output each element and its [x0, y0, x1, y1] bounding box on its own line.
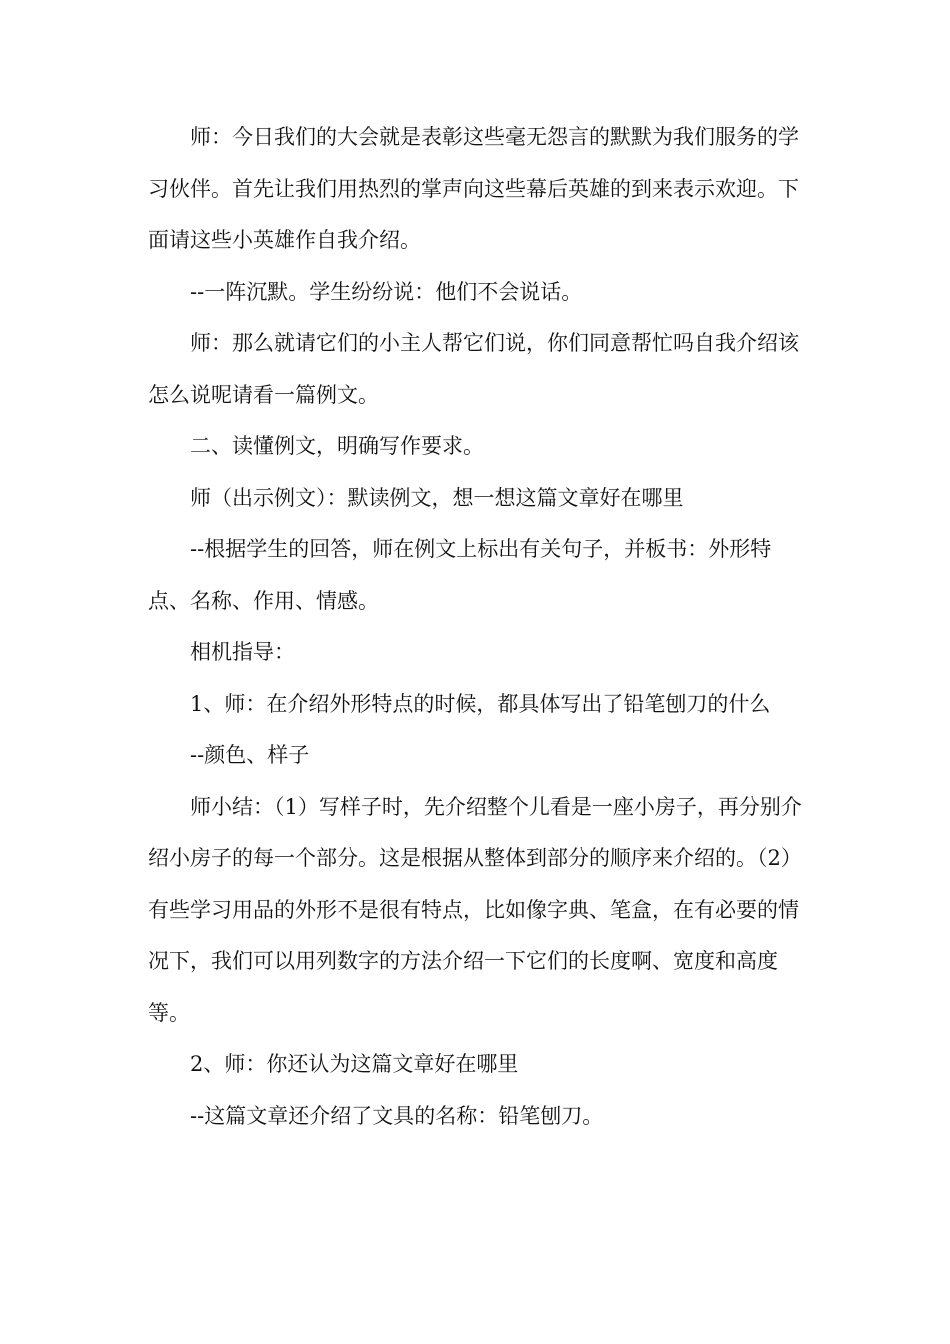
paragraph: 2、师：你还认为这篇文章好在哪里: [190, 1052, 519, 1076]
paragraph: --根据学生的回答，师在例文上标出有关句子，并板书：外形特点、名称、作用、情感。: [148, 537, 772, 613]
paragraph: 师小结：（1）写样子时，先介绍整个儿看是一座小房子，再分别介绍小房子的每一个部分。这是根据从整体到部分的顺序来介绍的。（2）有些学习用品的外形不是很有特点，比如像字典、笔盒，在有必要的情况下，我们可以用列数字的方法介绍一下它们的长度啊、宽度和高度等。: [148, 794, 802, 1025]
paragraph: 师（出示例文）：默读例文，想一想这篇文章好在哪里: [190, 485, 684, 510]
paragraph: 师：那么就请它们的小主人帮它们说，你们同意帮忙吗自我介绍该怎么说呢请看一篇例文。: [148, 331, 799, 407]
paragraph: --颜色、样子: [190, 743, 310, 767]
paragraph: --这篇文章还介绍了文具的名称：铅笔刨刀。: [190, 1103, 604, 1128]
paragraph: 相机指导：: [190, 640, 295, 664]
section-heading: 二、读懂例文，明确写作要求。: [190, 434, 484, 458]
paragraph: 1、师：在介绍外形特点的时候，都具体写出了铅笔刨刀的什么: [190, 691, 771, 716]
paragraph: 师：今日我们的大会就是表彰这些毫无怨言的默默为我们服务的学习伙伴。首先让我们用热烈的掌声向这些幕后英雄的到来表示欢迎。下面请这些小英雄作自我介绍。: [148, 125, 799, 252]
document-body: [148, 112, 808, 1142]
paragraph: --一阵沉默。学生纷纷说：他们不会说话。: [190, 279, 583, 304]
